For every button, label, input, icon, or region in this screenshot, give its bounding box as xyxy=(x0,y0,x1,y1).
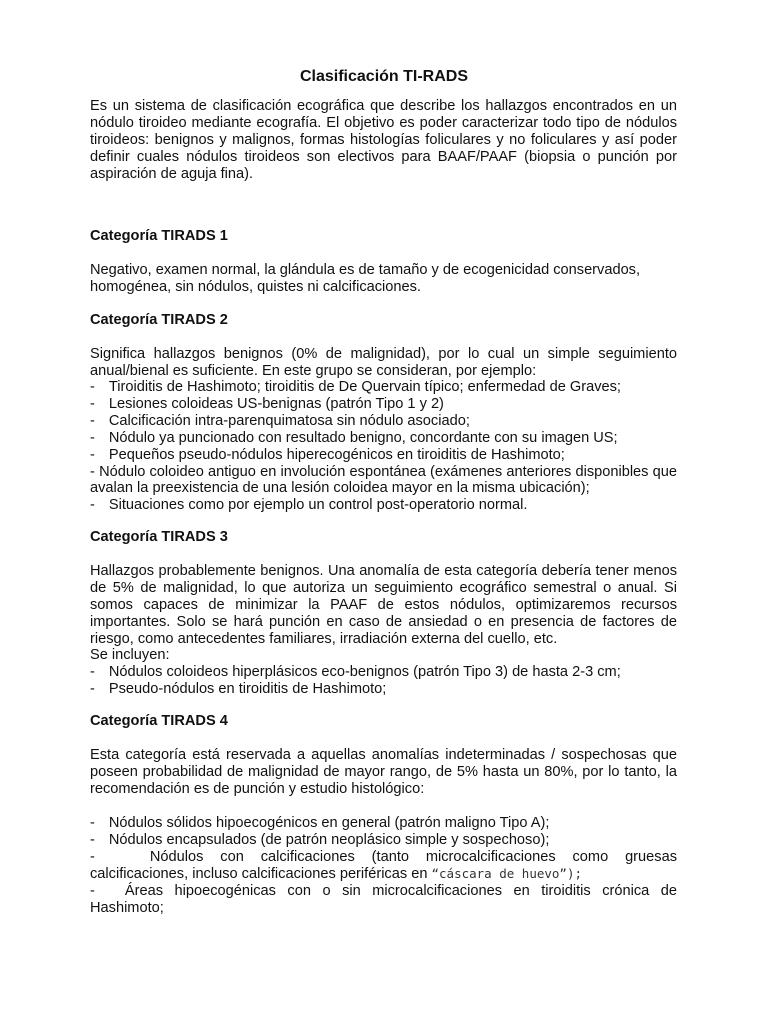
list-item: - Nódulo ya puncionado con resultado benigno, concordante con su imagen US; xyxy=(90,429,618,446)
list-item: - Nódulos encapsulados (de patrón neoplásico simple y sospechoso); xyxy=(90,831,550,848)
cat3-list xyxy=(90,664,677,698)
list-item: - Nódulos con calcificaciones (tanto microcalcificaciones como gruesas calcificaciones, incluso calcificaciones periféricas en “cáscara de huevo”); xyxy=(90,848,677,882)
list-item: - Lesiones coloideas US-benignas (patrón Tipo 1 y 2) xyxy=(90,395,444,412)
cat2-body: Significa hallazgos benignos (0% de malignidad), por lo cual un simple seguimiento anual/bienal es suficiente. En este grupo se consideran, por ejemplo: xyxy=(90,346,677,379)
list-item: - Calcificación intra-parenquimatosa sin nódulo asociado; xyxy=(90,412,470,429)
document-title: Clasificación TI-RADS xyxy=(299,68,469,85)
list-item: - Pequeños pseudo-nódulos hiperecogénicos en tiroiditis de Hashimoto; xyxy=(90,446,565,463)
cat1-heading: Categoría TIRADS 1 xyxy=(90,228,228,244)
cat4-heading: Categoría TIRADS 4 xyxy=(90,713,228,729)
list-item: - Áreas hipoecogénicas con o sin microcalcificaciones en tiroiditis crónica de Hashimoto; xyxy=(90,882,677,916)
list-item: - Pseudo-nódulos en tiroiditis de Hashimoto; xyxy=(90,680,387,697)
list-item: - Tiroiditis de Hashimoto; tiroiditis de De Quervain típico; enfermedad de Graves; xyxy=(90,379,621,395)
intro-paragraph: Es un sistema de clasificación ecográfica que describe los hallazgos encontrados en un nódulo tiroideo mediante ecografía. El objetivo es poder caracterizar todo tipo de nódulos tiroideos: benignos y malignos, formas histologías foliculares y no foliculares y así poder definir cuales nódulos tiroideos son electivos para BAAF/PAAF (biopsia o punción por aspiración de aguja fina). xyxy=(90,98,677,182)
cat2-list xyxy=(90,379,677,514)
list-item: - Nódulos coloideos hiperplásicos eco-benignos (patrón Tipo 3) de hasta 2-3 cm; xyxy=(90,664,621,680)
cat3-body: Hallazgos probablemente benignos. Una anomalía de esta categoría debería tener menos de 5% de malignidad, lo que autoriza un seguimiento ecográfico semestral o anual. Si somos capaces de minimizar la PAAF de estos nódulos, optimizaremos recursos importantes. Solo se hará punción en caso de ansiedad o en presencia de factores de riesgo, como antecedentes familiares, irradiación externa del cuello, etc. xyxy=(90,563,677,647)
cat4-body: Esta categoría está reservada a aquellas anomalías indeterminadas / sospechosas que poseen probabilidad de malignidad de mayor rango, de 5% hasta un 80%, por lo tanto, la recomendación es de punción y estudio histológico: xyxy=(90,747,677,797)
list-item: - Nódulo coloideo antiguo en involución espontánea (exámenes anteriores disponibles que avalan la preexistencia de una lesión coloidea mayor en la misma ubicación); xyxy=(90,463,677,497)
list-item: - Nódulos sólidos hipoecogénicos en general (patrón maligno Tipo A); xyxy=(90,815,550,831)
cat3-heading: Categoría TIRADS 3 xyxy=(90,529,228,545)
list-item: - Situaciones como por ejemplo un control post-operatorio normal. xyxy=(90,497,528,514)
cat1-body: Negativo, examen normal, la glándula es de tamaño y de ecogenicidad conservados, homogénea, sin nódulos, quistes ni calcificaciones. xyxy=(90,262,641,295)
cat4-list xyxy=(90,815,677,916)
cat2-heading: Categoría TIRADS 2 xyxy=(90,312,228,328)
cat3-include-label: Se incluyen: xyxy=(90,647,170,663)
